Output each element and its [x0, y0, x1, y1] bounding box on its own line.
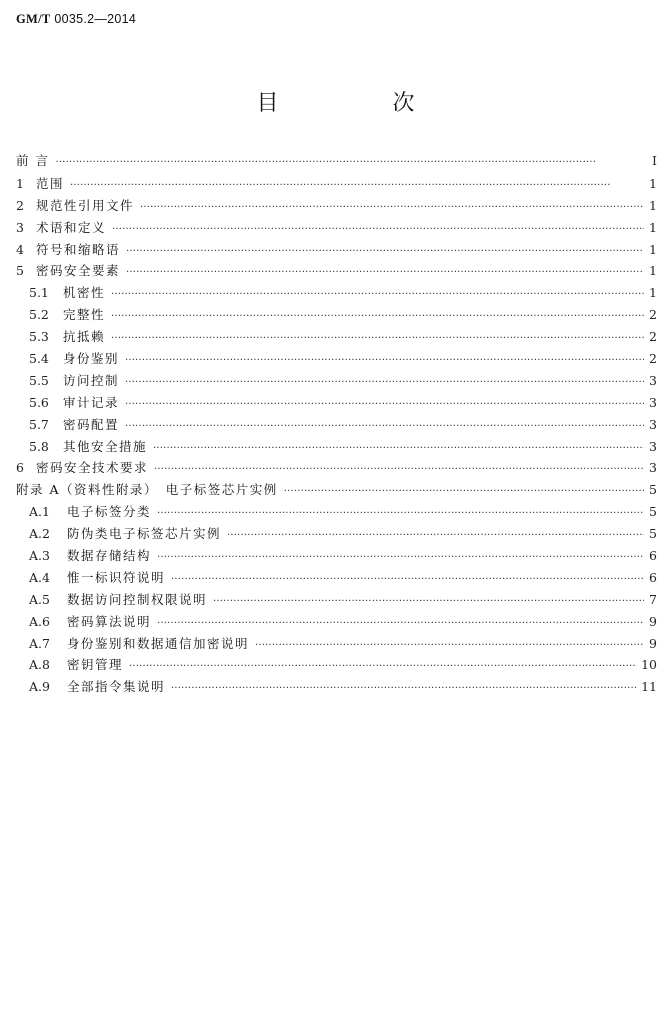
- toc-entry-number: 5.6: [29, 394, 49, 410]
- toc-entry-5-3[interactable]: [16, 326, 657, 348]
- toc-entry-number: 1: [16, 175, 24, 191]
- toc-entry-number: A.5: [29, 591, 50, 607]
- toc-entry-a-9[interactable]: [16, 676, 657, 698]
- toc-leader-dots: [111, 306, 644, 328]
- toc-entry-page: 1: [649, 197, 657, 213]
- toc-leader-dots: [213, 591, 644, 613]
- toc-entry-label: 身份鉴别和数据通信加密说明: [67, 635, 250, 651]
- toc-leader-dots: [129, 656, 637, 678]
- toc-entry-number: 5: [16, 263, 24, 279]
- toc-entry-a-6[interactable]: [16, 611, 657, 633]
- toc-leader-dots: [171, 678, 637, 700]
- toc-leader-dots: [125, 416, 644, 438]
- toc-entry-page: 1: [649, 241, 657, 257]
- toc-entry-label: 前 言: [16, 153, 50, 168]
- toc-entry-number: 5.4: [29, 351, 49, 367]
- toc-leader-dots: [125, 394, 644, 416]
- toc-leader-dots: [284, 481, 644, 503]
- toc-leader-dots: [125, 350, 644, 372]
- toc-entry-a-1[interactable]: [16, 501, 657, 523]
- toc-entry-appendix-a[interactable]: [16, 479, 657, 501]
- toc-entry-number: A.2: [29, 526, 50, 542]
- standard-number: 0035.2—2014: [54, 12, 137, 26]
- toc-leader-dots: [227, 525, 644, 547]
- toc-entry-label: 密码安全要素: [36, 263, 121, 279]
- toc-entry-label: 符号和缩略语: [36, 241, 121, 257]
- toc-entry-page: 3: [649, 394, 657, 410]
- toc-entry-page: 3: [649, 460, 657, 476]
- toc-entry-number: A.7: [29, 635, 50, 651]
- toc-entry-page: 1: [649, 219, 657, 235]
- toc-entry-page: 6: [649, 548, 657, 564]
- toc-entry-a-2[interactable]: [16, 523, 657, 545]
- toc-entry-page: 3: [649, 416, 657, 432]
- toc-leader-dots: [171, 569, 644, 591]
- toc-entry-foreword[interactable]: [16, 150, 657, 172]
- toc-entry-label: 密码算法说明: [67, 613, 152, 629]
- toc-entry-a-5[interactable]: [16, 589, 657, 611]
- toc-entry-a-3[interactable]: [16, 545, 657, 567]
- toc-entry-5-8[interactable]: [16, 436, 657, 458]
- toc-entry-number: A.1: [29, 504, 50, 520]
- toc-entry-label: 机密性: [63, 285, 106, 301]
- toc-entry-page: 3: [649, 438, 657, 454]
- toc-entry-label: 防伪类电子标签芯片实例: [67, 526, 222, 542]
- table-of-contents: [16, 150, 657, 698]
- toc-entry-page: 2: [649, 351, 657, 367]
- toc-leader-dots: [126, 241, 644, 263]
- toc-entry-3[interactable]: [16, 217, 657, 239]
- toc-entry-page: 9: [649, 613, 657, 629]
- toc-leader-dots: [255, 635, 644, 657]
- toc-leader-dots: [154, 459, 644, 481]
- toc-entry-label: 数据访问控制权限说明: [67, 591, 208, 607]
- document-header: [16, 12, 136, 27]
- page-title: 目 次: [256, 91, 461, 116]
- toc-entry-label: 电子标签分类: [67, 504, 152, 520]
- toc-entry-1[interactable]: [16, 173, 657, 195]
- toc-entry-label: 全部指令集说明: [67, 679, 166, 695]
- toc-entry-label: 术语和定义: [36, 219, 107, 235]
- toc-leader-dots: [112, 219, 644, 241]
- toc-leader-dots: [55, 152, 644, 174]
- toc-entry-number: 5.5: [29, 372, 49, 388]
- toc-entry-page: 5: [649, 504, 657, 520]
- toc-entry-label: 惟一标识符说明: [67, 569, 166, 585]
- toc-entry-a-4[interactable]: [16, 567, 657, 589]
- toc-entry-page: 2: [649, 329, 657, 345]
- toc-entry-number: 5.1: [29, 285, 49, 301]
- toc-entry-5-5[interactable]: [16, 370, 657, 392]
- toc-entry-number: A.4: [29, 569, 50, 585]
- toc-entry-page: Ⅰ: [652, 153, 657, 168]
- toc-leader-dots: [157, 613, 644, 635]
- toc-leader-dots: [153, 438, 644, 460]
- toc-entry-page: 9: [649, 635, 657, 651]
- toc-entry-label: 其他安全措施: [63, 438, 148, 454]
- toc-leader-dots: [125, 372, 644, 394]
- standard-prefix: GM/T: [16, 12, 51, 26]
- toc-entry-5-4[interactable]: [16, 348, 657, 370]
- toc-leader-dots: [140, 197, 644, 219]
- toc-entry-number: 4: [16, 241, 24, 257]
- toc-entry-page: 2: [649, 307, 657, 323]
- toc-entry-number: A.9: [29, 679, 50, 695]
- toc-entry-page: 6: [649, 569, 657, 585]
- toc-entry-label: 完整性: [63, 307, 106, 323]
- toc-entry-label: 规范性引用文件: [36, 197, 135, 213]
- toc-entry-number: A.8: [29, 657, 50, 673]
- toc-entry-page: 1: [649, 175, 657, 191]
- toc-entry-5[interactable]: [16, 260, 657, 282]
- toc-entry-label: 范围: [36, 175, 65, 191]
- toc-entry-label: 密码安全技术要求: [36, 460, 149, 476]
- toc-leader-dots: [111, 284, 644, 306]
- toc-leader-dots: [111, 328, 644, 350]
- toc-entry-label: 密码配置: [63, 416, 120, 432]
- toc-entry-page: 5: [649, 482, 657, 498]
- toc-entry-page: 11: [641, 679, 657, 695]
- toc-entry-label: 访问控制: [63, 372, 120, 388]
- toc-entry-number: 5.2: [29, 307, 49, 323]
- toc-entry-5-7[interactable]: [16, 414, 657, 436]
- toc-entry-page: 1: [649, 285, 657, 301]
- toc-entry-label: 数据存储结构: [67, 548, 152, 564]
- toc-entry-5-2[interactable]: [16, 304, 657, 326]
- toc-entry-number: A.6: [29, 613, 50, 629]
- toc-entry-5-6[interactable]: [16, 392, 657, 414]
- toc-entry-number: 5.7: [29, 416, 49, 432]
- toc-entry-label: 附录 A（资料性附录） 电子标签芯片实例: [16, 482, 278, 498]
- toc-entry-a-8[interactable]: [16, 654, 657, 676]
- toc-entry-number: 3: [16, 219, 24, 235]
- toc-entry-page: 3: [649, 372, 657, 388]
- toc-entry-a-7[interactable]: [16, 633, 657, 655]
- toc-leader-dots: [70, 175, 644, 197]
- toc-entry-2[interactable]: [16, 195, 657, 217]
- toc-entry-page: 5: [649, 526, 657, 542]
- toc-entry-6[interactable]: [16, 457, 657, 479]
- toc-leader-dots: [126, 262, 644, 284]
- toc-entry-label: 抗抵赖: [63, 329, 106, 345]
- toc-entry-page: 10: [641, 657, 657, 673]
- toc-entry-number: 5.3: [29, 329, 49, 345]
- toc-entry-page: 7: [649, 591, 657, 607]
- toc-entry-page: 1: [649, 263, 657, 279]
- toc-entry-label: 身份鉴别: [63, 351, 120, 367]
- toc-entry-number: 2: [16, 197, 24, 213]
- toc-leader-dots: [157, 503, 644, 525]
- toc-entry-label: 密钥管理: [67, 657, 124, 673]
- toc-entry-number: A.3: [29, 548, 50, 564]
- toc-entry-4[interactable]: [16, 239, 657, 261]
- toc-entry-5-1[interactable]: [16, 282, 657, 304]
- toc-entry-label: 审计记录: [63, 394, 120, 410]
- toc-entry-number: 6: [16, 460, 24, 476]
- toc-leader-dots: [157, 547, 644, 569]
- toc-entry-number: 5.8: [29, 438, 49, 454]
